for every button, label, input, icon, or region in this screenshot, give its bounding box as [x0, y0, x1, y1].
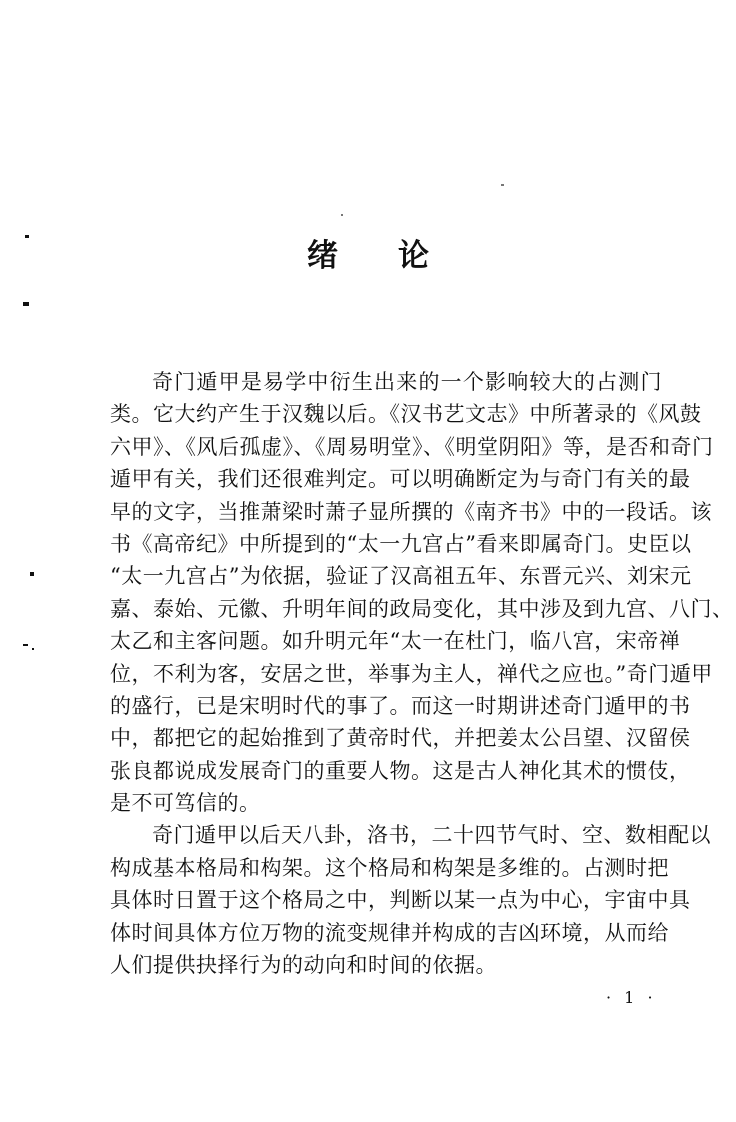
scan-speck — [23, 302, 29, 306]
text-line: 是不可笃信的。 — [110, 791, 261, 816]
chapter-title — [0, 230, 736, 275]
body-text — [110, 366, 734, 981]
page-number: · 1 · — [606, 988, 657, 1007]
text-line: 遁甲有关，我们还很难判定。可以明确断定为与奇门有关的最 — [110, 467, 691, 492]
text-line: 人们提供抉择行为的动向和时间的依据。 — [110, 953, 497, 978]
text-line: 类。它大约产生于汉魏以后。《汉书艺文志》中所著录的《风鼓 — [110, 402, 702, 427]
paragraph — [110, 366, 734, 819]
text-line: “太一九宫占”为依据，验证了汉高祖五年、东晋元兴、刘宋元 — [110, 564, 692, 589]
scan-speck — [30, 572, 34, 576]
text-line: 奇门遁甲以后天八卦，洛书，二十四节气时、空、数相配以 — [152, 823, 711, 848]
text-line: 嘉、泰始、元徽、升明年间的政局变化，其中涉及到九宫、八门、 — [110, 596, 734, 621]
text-line: 书《高帝纪》中所提到的“太一九宫占”看来即属奇门。史臣以 — [110, 531, 692, 556]
scan-speck — [23, 644, 28, 646]
text-line: 体时间具体方位万物的流变规律并构成的吉凶环境，从而给 — [110, 920, 669, 945]
text-line: 的盛行，已是宋明时代的事了。而这一时期讲述奇门遁甲的书 — [110, 693, 691, 718]
text-line: 位，不利为客，安居之世，举事为主人，禅代之应也。”奇门遁甲 — [110, 661, 713, 686]
scan-speck — [32, 648, 34, 650]
text-line: 六甲》、《风后孤虚》、《周易明堂》、《明堂阴阳》等，是否和奇门 — [110, 434, 714, 459]
chapter-title-char: 论 — [398, 238, 429, 274]
scan-speck — [501, 184, 504, 186]
text-line: 早的文字，当推萧梁时萧子显所撰的《南齐书》中的一段话。该 — [110, 499, 712, 524]
chapter-title-char: 绪 — [307, 238, 338, 274]
text-line: 张良都说成发展奇门的重要人物。这是古人神化其术的惯伎， — [110, 758, 691, 783]
paragraph — [110, 819, 711, 981]
text-line: 具体时日置于这个格局之中，判断以某一点为中心，宇宙中具 — [110, 888, 691, 913]
text-line: 中，都把它的起始推到了黄帝时代，并把姜太公吕望、汉留侯 — [110, 726, 691, 751]
scan-speck — [341, 214, 343, 216]
text-line: 奇门遁甲是易学中衍生出来的一个影响较大的占测门 — [152, 370, 662, 394]
text-line: 太乙和主客问题。如升明元年“太一在杜门，临八宫，宋帝禅 — [110, 629, 681, 654]
text-line: 构成基本格局和构架。这个格局和构架是多维的。占测时把 — [110, 855, 669, 880]
